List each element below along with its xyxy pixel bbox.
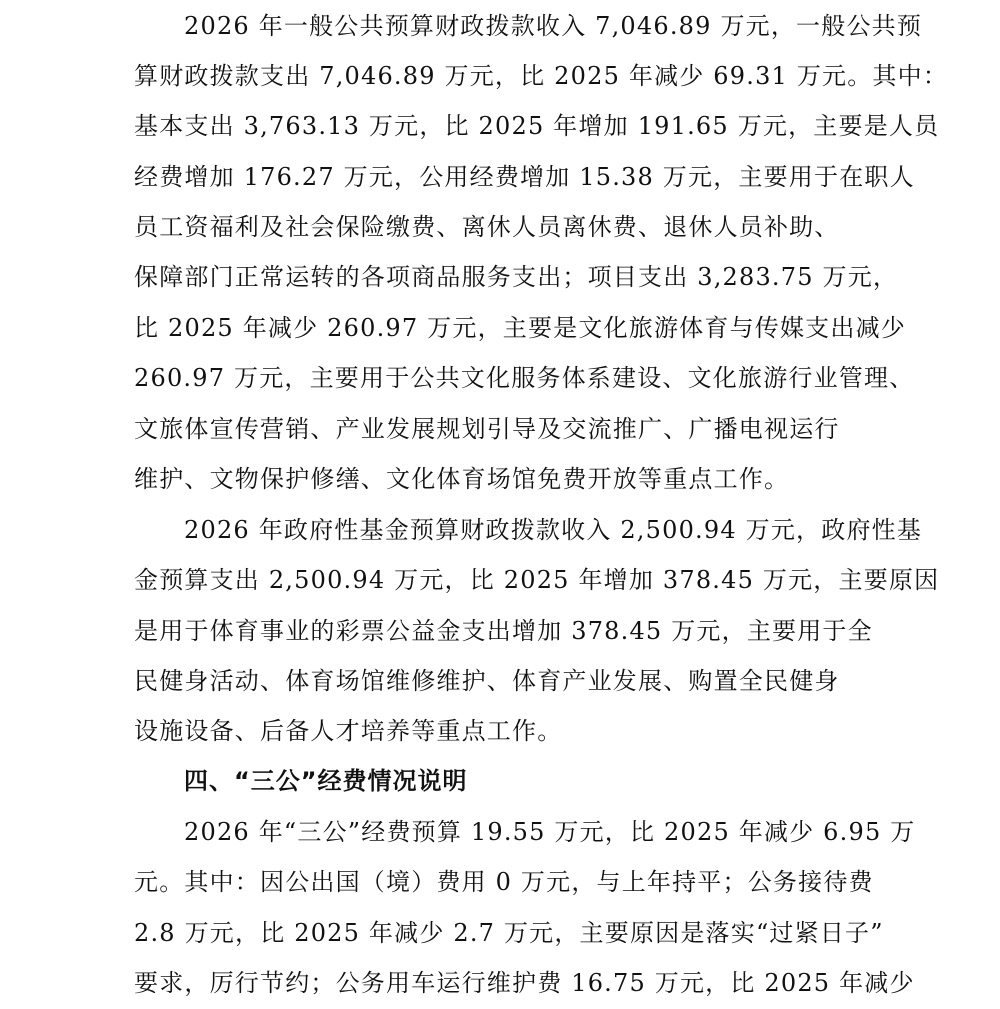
- paragraph-2-line-1: 2026 年政府性基金预算财政拨款收入 2,500.94 万元，政府性基: [184, 516, 923, 544]
- paragraph-1-line-7: 比 2025 年减少 260.97 万元，主要是文化旅游体育与传媒支出减少: [134, 314, 906, 342]
- paragraph-1-line-2: 算财政拨款支出 7,046.89 万元，比 2025 年减少 69.31 万元。其中：: [134, 62, 949, 90]
- paragraph-2-line-3: 是用于体育事业的彩票公益金支出增加 378.45 万元，主要用于全: [134, 617, 873, 645]
- paragraph-2-line-5: 设施设备、后备人才培养等重点工作。: [134, 717, 563, 745]
- paragraph-3-line-1: 2026 年“三公”经费预算 19.55 万元，比 2025 年减少 6.95 万: [184, 818, 916, 846]
- paragraph-1-line-8: 260.97 万元，主要用于公共文化服务体系建设、文化旅游行业管理、: [134, 364, 915, 392]
- paragraph-3-line-4: 要求，厉行节约；公务用车运行维护费 16.75 万元，比 2025 年减少: [134, 969, 915, 997]
- paragraph-3-line-2: 元。其中：因公出国（境）费用 0 万元，与上年持平；公务接待费: [134, 868, 874, 896]
- paragraph-2-line-4: 民健身活动、体育场馆维修维护、体育产业发展、购置全民健身: [134, 667, 840, 695]
- paragraph-2-line-2: 金预算支出 2,500.94 万元，比 2025 年增加 378.45 万元，主要原因: [134, 566, 940, 594]
- paragraph-3-line-3: 2.8 万元，比 2025 年减少 2.7 万元，主要原因是落实“过紧日子”: [134, 919, 884, 947]
- paragraph-1-line-5: 员工资福利及社会保险缴费、离休人员离休费、退休人员补助、: [134, 213, 840, 241]
- paragraph-1-line-4: 经费增加 176.27 万元，公用经费增加 15.38 万元，主要用于在职人: [134, 163, 915, 191]
- paragraph-1-line-1: 2026 年一般公共预算财政拨款收入 7,046.89 万元，一般公共预: [184, 12, 923, 40]
- section-heading: 四、“三公”经费情况说明: [184, 767, 468, 795]
- paragraph-1-line-3: 基本支出 3,763.13 万元，比 2025 年增加 191.65 万元，主要是人员: [134, 112, 940, 140]
- paragraph-1-line-10: 维护、文物保护修缮、文化体育场馆免费开放等重点工作。: [134, 465, 790, 493]
- paragraph-1-line-6: 保障部门正常运转的各项商品服务支出；项目支出 3,283.75 万元，: [134, 263, 899, 291]
- paragraph-1-line-9: 文旅体宣传营销、产业发展规划引导及交流推广、广播电视运行: [134, 415, 840, 443]
